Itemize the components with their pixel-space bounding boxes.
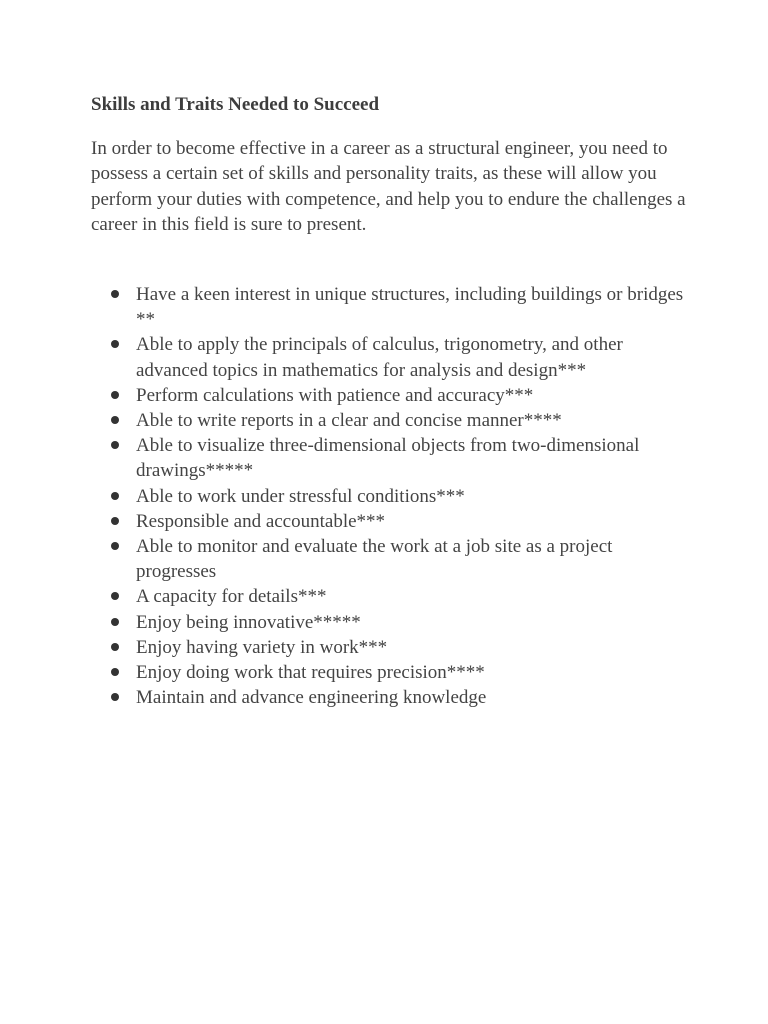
bullet-icon bbox=[111, 441, 119, 449]
list-item bbox=[91, 509, 691, 534]
bullet-icon bbox=[111, 592, 119, 600]
list-item-text: Have a keen interest in unique structures, including buildings or bridges ** bbox=[136, 284, 684, 331]
bullet-icon bbox=[111, 340, 119, 348]
bullet-icon bbox=[111, 290, 119, 298]
list-item-text: Enjoy doing work that requires precision**** bbox=[136, 662, 485, 684]
bullet-icon bbox=[111, 693, 119, 701]
list-item bbox=[91, 584, 691, 609]
bullet-icon bbox=[111, 643, 119, 651]
bullet-icon bbox=[111, 517, 119, 525]
list-item bbox=[91, 282, 691, 332]
list-item bbox=[91, 685, 691, 710]
list-item-text: Able to monitor and evaluate the work at a job site as a project progresses bbox=[136, 536, 613, 583]
list-item-text: Able to visualize three-dimensional objects from two-dimensional drawings***** bbox=[136, 435, 640, 482]
list-item bbox=[91, 635, 691, 660]
bullet-icon bbox=[111, 492, 119, 500]
list-item-text: Responsible and accountable*** bbox=[136, 510, 386, 532]
list-item bbox=[91, 383, 691, 408]
bullet-icon bbox=[111, 542, 119, 550]
list-item-text: Enjoy having variety in work*** bbox=[136, 636, 388, 658]
list-item bbox=[91, 332, 691, 382]
list-item-text: A capacity for details*** bbox=[136, 586, 327, 608]
page-title: Skills and Traits Needed to Succeed bbox=[91, 94, 380, 115]
list-item bbox=[91, 408, 691, 433]
list-item bbox=[91, 484, 691, 509]
list-item-text: Maintain and advance engineering knowledge bbox=[136, 687, 487, 709]
list-item bbox=[91, 660, 691, 685]
list-item-text: Able to work under stressful conditions*** bbox=[136, 485, 465, 507]
bullet-icon bbox=[111, 391, 119, 399]
skills-list bbox=[91, 282, 691, 710]
list-item-text: Perform calculations with patience and accuracy*** bbox=[136, 384, 534, 406]
list-item-text: Able to write reports in a clear and concise manner**** bbox=[136, 410, 562, 432]
bullet-icon bbox=[111, 668, 119, 676]
list-item bbox=[91, 433, 691, 483]
list-item bbox=[91, 610, 691, 635]
intro-paragraph: In order to become effective in a career as a structural engineer, you need to possess a certain set of skills and personality traits, as these will allow you perform your duties with competence, and help you to endure the challenges a career in this field is sure to present. bbox=[91, 138, 686, 235]
list-item bbox=[91, 534, 691, 584]
bullet-icon bbox=[111, 416, 119, 424]
list-item-text: Enjoy being innovative***** bbox=[136, 611, 361, 633]
list-item-text: Able to apply the principals of calculus, trigonometry, and other advanced topics in mathematics for analysis and design*** bbox=[136, 334, 623, 381]
bullet-icon bbox=[111, 618, 119, 626]
